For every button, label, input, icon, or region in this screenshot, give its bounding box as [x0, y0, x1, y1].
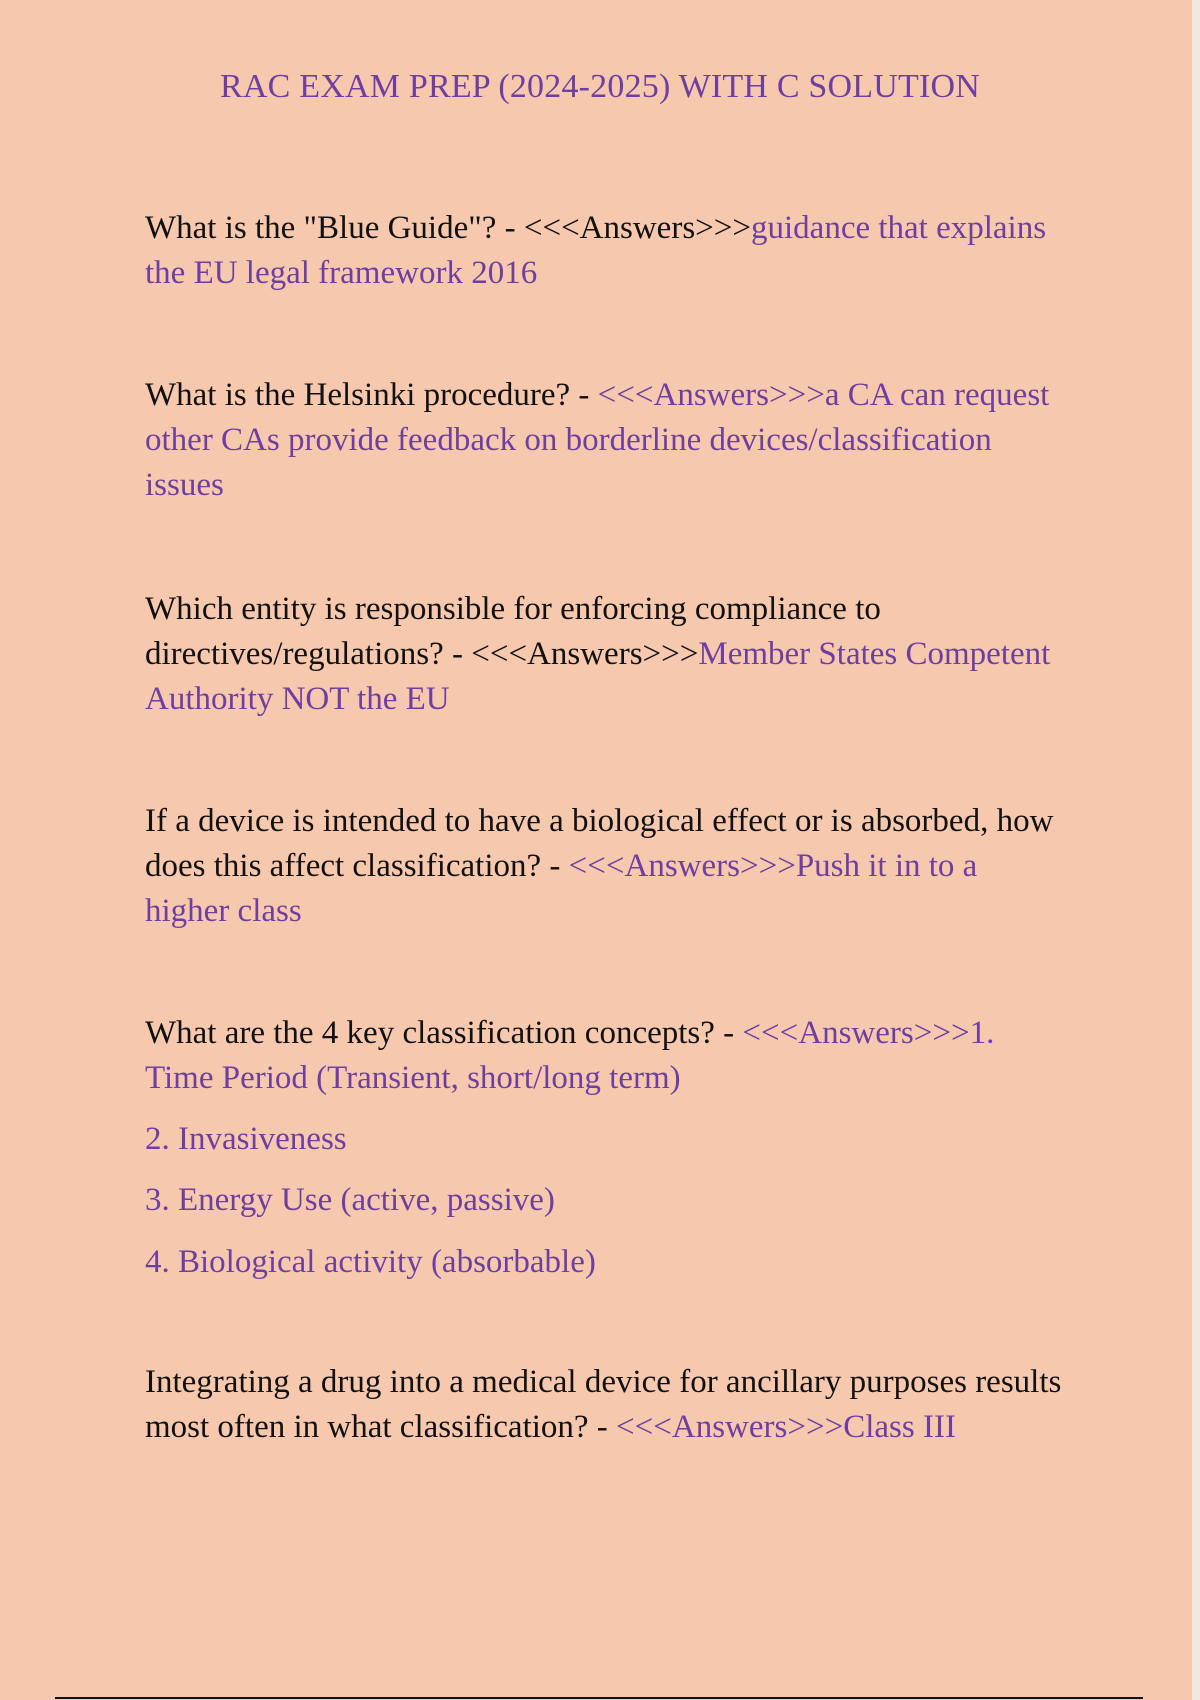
document-title: RAC EXAM PREP (2024-2025) WITH C SOLUTION	[220, 68, 980, 105]
question-text: Which entity is responsible for enforcing compliance to directives/regulations? -	[145, 591, 881, 672]
answer-text: 1. Time Period (Transient, short/long term)	[145, 1015, 995, 1096]
list-item: 4. Biological activity (absorbable)	[145, 1244, 596, 1280]
qa-item-enforcing-compliance	[145, 587, 1065, 722]
answer-marker: <<<Answers>>>	[616, 1409, 844, 1445]
answer-text: Push it in to a higher class	[145, 848, 978, 929]
question-text: What are the 4 key classification concepts? -	[145, 1015, 743, 1051]
qa-item-helsinki-procedure	[145, 373, 1065, 508]
answer-text: guidance that explains the EU legal framework 2016	[145, 210, 1047, 291]
list-item: 2. Invasiveness	[145, 1121, 347, 1157]
answer-text: a CA can request other CAs provide feedback on borderline devices/classification issues	[145, 377, 1050, 503]
footer-divider	[55, 1697, 1143, 1699]
qa-item-classification-concepts	[145, 1011, 1065, 1101]
answer-text: Member States Competent Authority NOT the EU	[145, 636, 1051, 717]
question-text: What is the Helsinki procedure? -	[145, 377, 598, 413]
answer-marker: <<<Answers>>>	[471, 636, 699, 672]
answer-marker: <<<Answers>>>	[568, 848, 796, 884]
answer-text: Class III	[843, 1409, 956, 1445]
answer-marker: <<<Answers>>>	[742, 1015, 970, 1051]
page-edge	[1192, 0, 1200, 1700]
qa-item-blue-guide	[145, 206, 1065, 296]
list-item: 3. Energy Use (active, passive)	[145, 1182, 555, 1218]
qa-item-drug-integration	[145, 1360, 1065, 1450]
question-text: Integrating a drug into a medical device for ancillary purposes results most often in what classification? -	[145, 1364, 1062, 1445]
qa-item-biological-effect	[145, 799, 1065, 934]
question-text: If a device is intended to have a biological effect or is absorbed, how does this affect classification? -	[145, 803, 1054, 884]
question-text: What is the "Blue Guide"? -	[145, 210, 524, 246]
answer-marker: <<<Answers>>>	[597, 377, 825, 413]
answer-marker: <<<Answers>>>	[523, 210, 751, 246]
